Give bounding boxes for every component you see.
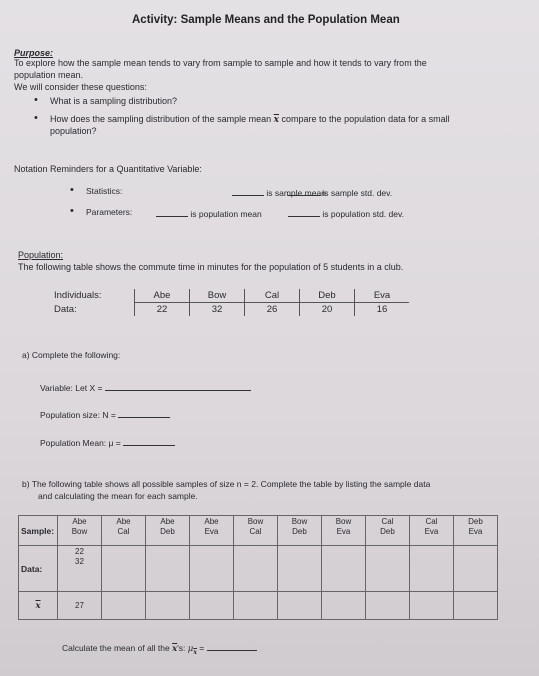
sample-cell: Bow Cal <box>234 516 278 546</box>
sample-cell: Cal Eva <box>410 516 454 546</box>
pop-name: Eva <box>355 289 410 303</box>
mean-cell[interactable] <box>278 592 322 620</box>
variable-row: Variable: Let X = <box>40 381 251 393</box>
mean-cell[interactable] <box>234 592 278 620</box>
purpose-heading: Purpose: <box>14 48 54 58</box>
purpose-line-2: population mean. <box>14 70 84 80</box>
mean-cell[interactable] <box>366 592 410 620</box>
mu-symbol: μ <box>187 644 194 654</box>
data-cell[interactable] <box>278 546 322 592</box>
sample-mean-blank[interactable] <box>232 186 264 196</box>
sample-mean-row: is sample mean <box>232 186 326 198</box>
part-b-line-1: b) The following table shows all possible samples of size n = 2. Complete the table by listing the sample data <box>22 479 431 489</box>
notation-heading: Notation Reminders for a Quantitative Variable: <box>14 164 202 174</box>
question-2: • How does the sampling distribution of the sample mean $\overline{x}$ compare to the population data for a small <box>50 114 450 125</box>
pop-name: Deb <box>300 289 355 303</box>
purpose-line-1: To explore how the sample mean tends to vary from sample to sample and how it tends to vary from the <box>14 58 427 68</box>
mean-cell[interactable]: 27 <box>58 592 102 620</box>
population-size-blank[interactable] <box>118 408 170 418</box>
page-title: Activity: Sample Means and the Population Mean <box>132 14 400 26</box>
data-label: Data: <box>54 303 77 315</box>
data-cell[interactable] <box>410 546 454 592</box>
calc-mean-blank[interactable] <box>207 641 257 651</box>
mean-cell[interactable] <box>322 592 366 620</box>
population-mean-calc-row: Population Mean: μ = <box>40 436 175 448</box>
sample-sd-blank[interactable] <box>288 186 320 196</box>
xbar-symbol: $\overline{x}$ <box>172 644 178 654</box>
pop-name: Bow <box>190 289 245 303</box>
sample-row-label: Sample: <box>19 516 58 546</box>
data-cell[interactable] <box>366 546 410 592</box>
mean-cell[interactable] <box>410 592 454 620</box>
sample-cell: Deb Eva <box>454 516 498 546</box>
calc-line: Calculate the mean of all the $\overline{x}'s$: $\mu_{\overline{x}}$ = <box>62 641 257 656</box>
population-mean-row: is population mean <box>156 207 262 219</box>
individuals-label: Individuals: <box>54 290 102 302</box>
data-cell[interactable] <box>102 546 146 592</box>
data-cell[interactable] <box>190 546 234 592</box>
pop-value: 32 <box>190 303 245 317</box>
pop-value: 20 <box>300 303 355 317</box>
data-cell[interactable] <box>146 546 190 592</box>
parameters-label: • Parameters: <box>86 207 132 217</box>
sample-cell: Cal Deb <box>366 516 410 546</box>
sample-cell: Bow Deb <box>278 516 322 546</box>
pop-value: 26 <box>245 303 300 317</box>
data-row-label: Data: <box>19 546 58 592</box>
pop-name: Abe <box>135 289 190 303</box>
sample-cell: Abe Deb <box>146 516 190 546</box>
pop-value: 16 <box>355 303 410 317</box>
pop-value: 22 <box>135 303 190 317</box>
sample-cell: Abe Eva <box>190 516 234 546</box>
population-mean-calc-blank[interactable] <box>123 436 175 446</box>
mean-cell[interactable] <box>190 592 234 620</box>
question-2-cont: population? <box>50 126 97 136</box>
pop-name: Cal <box>245 289 300 303</box>
population-table <box>54 289 409 316</box>
population-heading: Population: <box>18 250 64 260</box>
sample-cell: Abe Bow <box>58 516 102 546</box>
mean-cell[interactable] <box>146 592 190 620</box>
population-size-row: Population size: N = <box>40 408 170 420</box>
mean-cell[interactable] <box>102 592 146 620</box>
data-cell[interactable] <box>234 546 278 592</box>
question-1: • What is a sampling distribution? <box>50 96 177 106</box>
sample-cell: Bow Eva <box>322 516 366 546</box>
mean-cell[interactable] <box>454 592 498 620</box>
purpose-line-3: We will consider these questions: <box>14 82 147 92</box>
part-b-line-2: and calculating the mean for each sample. <box>38 491 198 501</box>
sample-cell: Abe Cal <box>102 516 146 546</box>
sample-sd-row: is sample std. dev. <box>288 186 392 198</box>
samples-table <box>18 515 498 620</box>
xbar-symbol: $\overline{x}$ <box>273 115 280 125</box>
data-cell[interactable] <box>454 546 498 592</box>
population-desc: The following table shows the commute time in minutes for the population of 5 students in a club. <box>18 262 404 272</box>
part-a-heading: a) Complete the following: <box>22 350 121 360</box>
mean-row-label: $\overline{x}$ <box>19 592 58 620</box>
population-mean-blank[interactable] <box>156 207 188 217</box>
data-cell[interactable]: 22 32 <box>58 546 102 592</box>
data-cell[interactable] <box>322 546 366 592</box>
population-sd-blank[interactable] <box>288 207 320 217</box>
statistics-label: • Statistics: <box>86 186 122 196</box>
population-sd-row: is population std. dev. <box>288 207 404 219</box>
variable-blank[interactable] <box>105 381 251 391</box>
